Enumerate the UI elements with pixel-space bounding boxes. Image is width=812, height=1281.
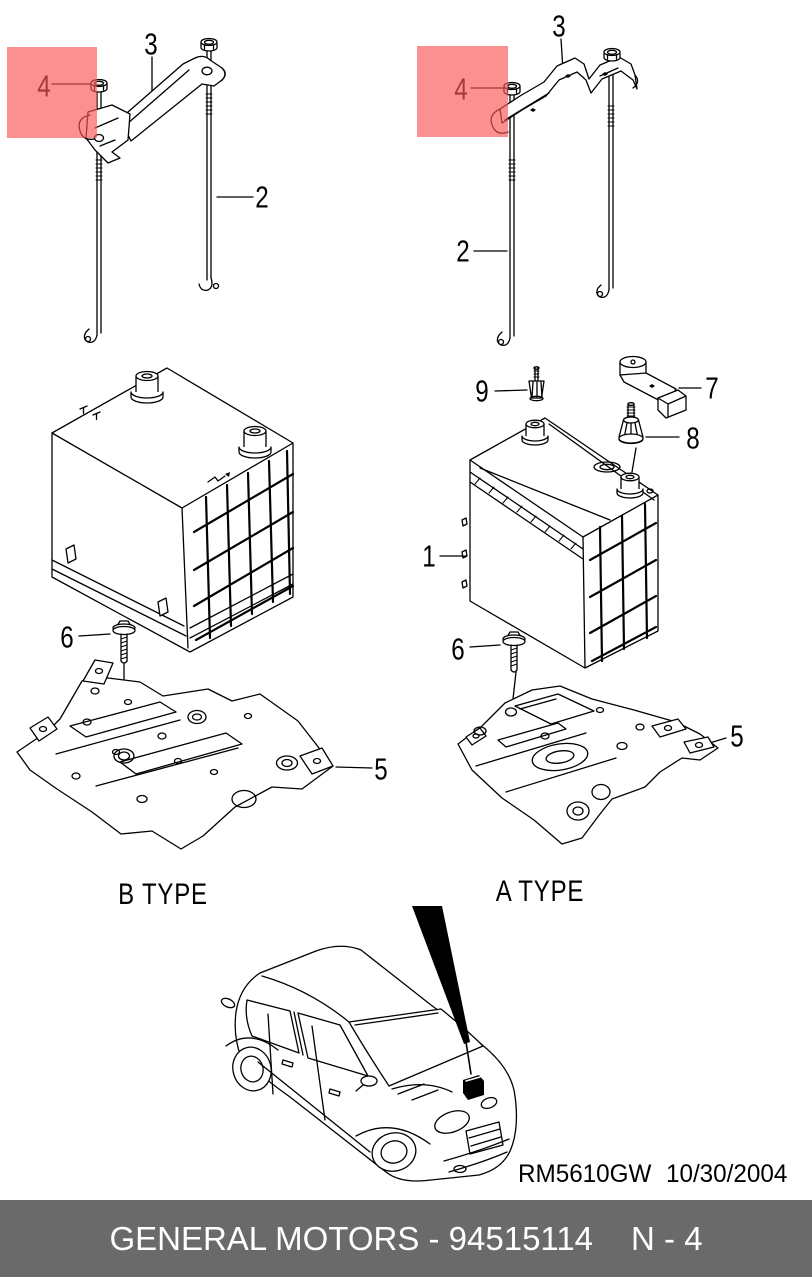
footer-brand-part: GENERAL MOTORS - 94515114 bbox=[109, 1219, 594, 1257]
callout-7-a[interactable]: 7 bbox=[705, 370, 719, 406]
highlight-box-item4-right[interactable] bbox=[417, 46, 508, 137]
callout-3-b[interactable]: 3 bbox=[144, 26, 158, 62]
bolt-icon-a bbox=[503, 632, 525, 672]
callout-3-a[interactable]: 3 bbox=[552, 8, 566, 44]
battery-a-drawing bbox=[462, 418, 658, 668]
tray-a-drawing bbox=[458, 686, 718, 844]
callout-2-b[interactable]: 2 bbox=[255, 179, 269, 215]
tray-b-drawing bbox=[17, 660, 333, 849]
battery-b-drawing bbox=[52, 368, 293, 655]
bolt-icon-b bbox=[113, 621, 135, 663]
highlight-box-item4-left[interactable] bbox=[7, 47, 97, 138]
terminal-cover-drawing bbox=[620, 357, 686, 419]
callout-2-a[interactable]: 2 bbox=[456, 233, 470, 269]
type-label-a: A TYPE bbox=[495, 875, 585, 908]
terminal-stud-drawing bbox=[529, 367, 544, 401]
footer-sheet-ref: N - 4 bbox=[631, 1219, 703, 1257]
drawing-stamp bbox=[518, 1160, 787, 1189]
nut-icon-a-top bbox=[604, 49, 620, 62]
drawing-code: RM5610GW bbox=[518, 1160, 652, 1188]
car-location-drawing bbox=[220, 946, 516, 1181]
callout-1-a[interactable]: 1 bbox=[422, 538, 436, 574]
callout-5-b[interactable]: 5 bbox=[374, 751, 388, 787]
drawing-date: 10/30/2004 bbox=[665, 1160, 788, 1188]
callout-5-a[interactable]: 5 bbox=[730, 718, 744, 754]
rod-drawing-a-right bbox=[597, 58, 614, 297]
footer-bar bbox=[0, 1200, 812, 1277]
callout-9-a[interactable]: 9 bbox=[475, 373, 489, 409]
nut-icon-b-top bbox=[201, 39, 217, 52]
callout-8-a[interactable]: 8 bbox=[686, 420, 700, 456]
callout-6-b[interactable]: 6 bbox=[60, 619, 74, 655]
callout-6-a[interactable]: 6 bbox=[451, 631, 465, 667]
terminal-post-drawing bbox=[619, 403, 643, 444]
type-label-b: B TYPE bbox=[118, 878, 208, 911]
